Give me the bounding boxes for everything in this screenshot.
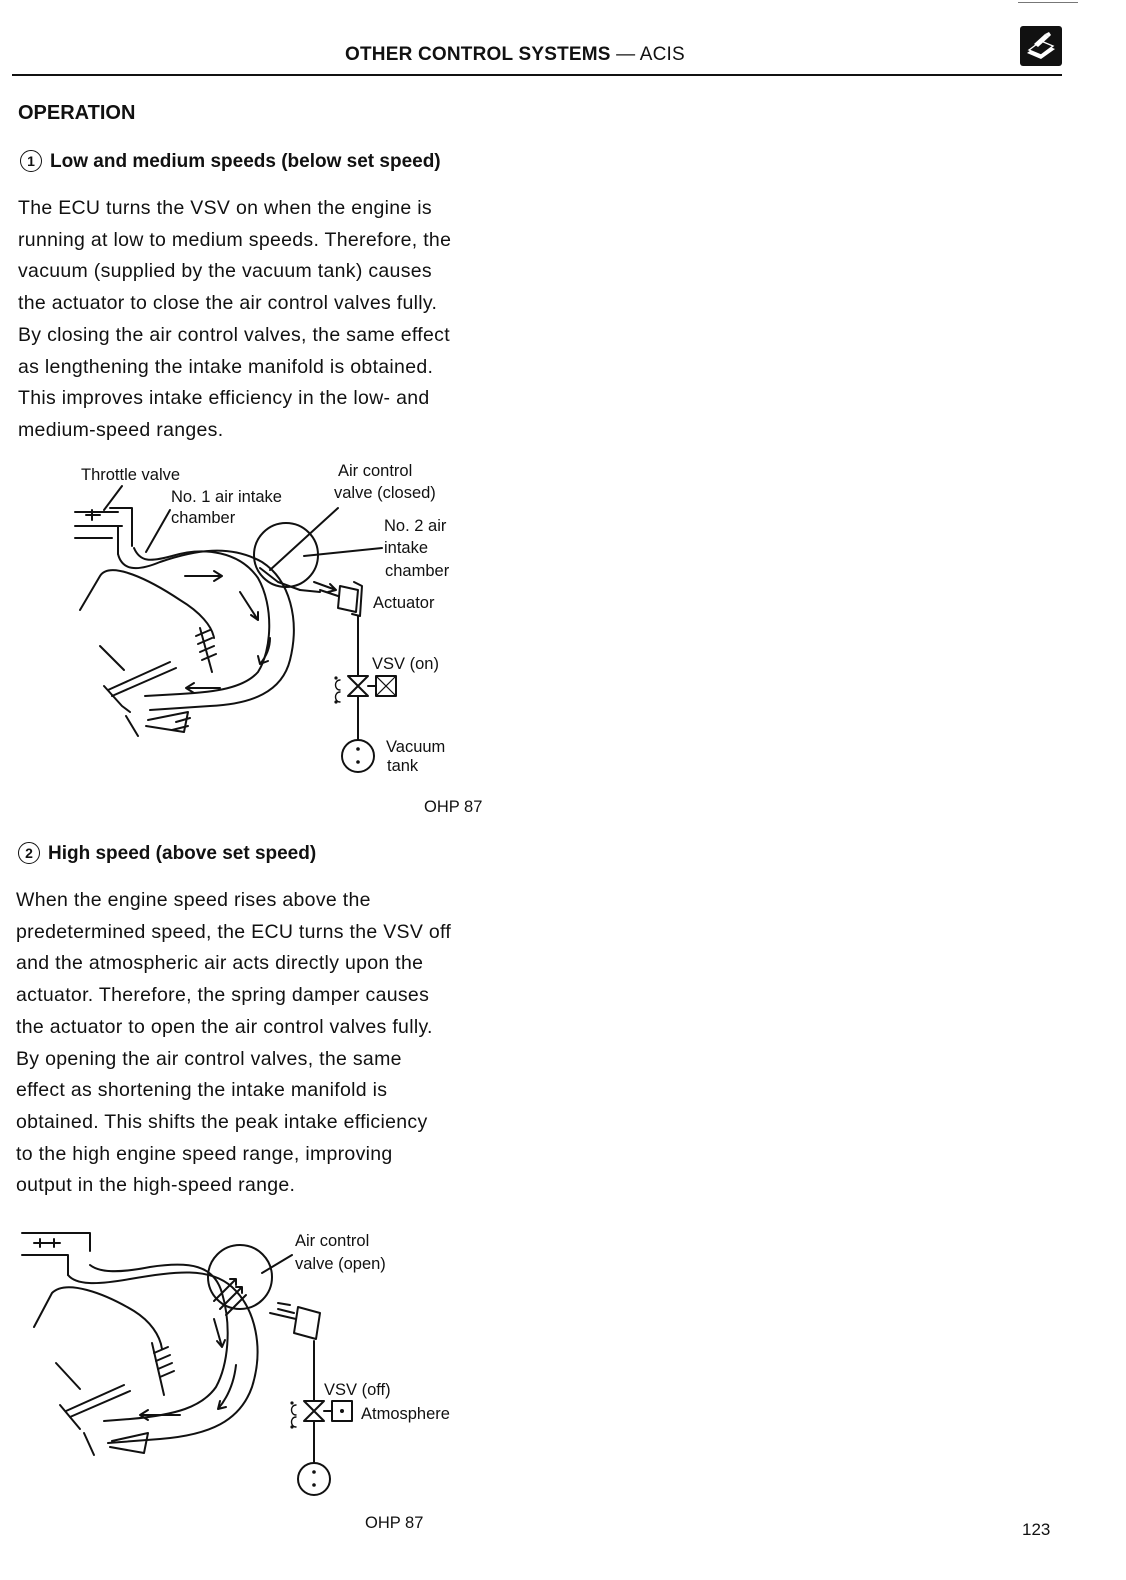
- paragraph-line: the actuator to close the air control valves fully.: [18, 292, 438, 315]
- label-no1-chamber-line2: chamber: [171, 509, 236, 527]
- page-number: 123: [1022, 1520, 1051, 1539]
- circled-number-2: 2: [18, 842, 40, 864]
- paragraph-line: This improves intake efficiency in the low- and: [18, 387, 430, 410]
- header-rule: [12, 74, 1062, 76]
- high-speed-paragraph: [16, 885, 492, 1202]
- high-speed-heading-text: High speed (above set speed): [48, 843, 317, 864]
- label-atmosphere: Atmosphere: [361, 1405, 450, 1423]
- paragraph-line: running at low to medium speeds. Therefore, the: [18, 228, 452, 251]
- label-air-control-line1: Air control: [338, 462, 413, 480]
- section-title: OPERATION: [18, 102, 136, 124]
- low-speed-heading-text: Low and medium speeds (below set speed): [50, 151, 441, 172]
- paragraph-line: as lengthening the intake manifold is obtained.: [18, 355, 434, 378]
- low-speed-paragraph: [18, 193, 496, 447]
- label-actuator: Actuator: [373, 594, 435, 612]
- paragraph-line: When the engine speed rises above the: [16, 889, 371, 911]
- paragraph-line: and the atmospheric air acts directly upon the: [16, 952, 424, 975]
- high-speed-heading: [18, 842, 316, 865]
- ohp-reference: OHP 87: [424, 798, 483, 816]
- paragraph-line: By closing the air control valves, the same effect: [18, 323, 450, 346]
- label-vsv-off: VSV (off): [324, 1381, 391, 1399]
- paragraph-line: actuator. Therefore, the spring damper causes: [16, 984, 430, 1007]
- label-no2-line1: No. 2 air: [384, 517, 447, 535]
- label-air-control-open-line1: Air control: [295, 1232, 370, 1250]
- paragraph-line: output in the high-speed range.: [16, 1174, 296, 1197]
- page-header-title: [345, 44, 685, 66]
- label-no1-chamber-line1: No. 1 air intake: [171, 488, 282, 506]
- paragraph-line: predetermined speed, the ECU turns the VSV off: [16, 920, 452, 943]
- paragraph-line: vacuum (supplied by the vacuum tank) causes: [18, 260, 432, 283]
- book-pencil-icon: [1020, 26, 1062, 66]
- paragraph-line: medium-speed ranges.: [18, 418, 224, 441]
- top-edge-rule: [1018, 2, 1078, 3]
- label-vsv-on: VSV (on): [372, 655, 439, 673]
- paragraph-line: obtained. This shifts the peak intake efficiency: [16, 1110, 428, 1133]
- label-vacuum: Vacuum: [386, 738, 446, 756]
- paragraph-line: to the high engine speed range, improving: [16, 1142, 393, 1165]
- header-title-main: OTHER CONTROL SYSTEMS: [345, 44, 611, 65]
- paragraph-line: The ECU turns the VSV on when the engine is: [18, 197, 432, 219]
- header-title-dash: —: [610, 44, 640, 65]
- label-air-control-open-line2: valve (open): [295, 1255, 386, 1273]
- acis-open-diagram: [0, 1215, 520, 1515]
- label-tank: tank: [387, 757, 419, 775]
- paragraph-line: the actuator to open the air control valves fully.: [16, 1015, 433, 1038]
- circled-number-1: 1: [20, 150, 42, 172]
- low-speed-heading: [20, 150, 441, 173]
- paragraph-line: By opening the air control valves, the same: [16, 1047, 402, 1070]
- label-air-control-line2: valve (closed): [334, 484, 436, 502]
- label-no2-line2: intake: [384, 539, 429, 557]
- label-no2-line3: chamber: [385, 562, 450, 580]
- paragraph-line: effect as shortening the intake manifold is: [16, 1079, 388, 1102]
- label-throttle-valve: Throttle valve: [81, 466, 181, 484]
- ohp-reference: OHP 87: [365, 1514, 424, 1532]
- header-title-sub: ACIS: [639, 44, 685, 65]
